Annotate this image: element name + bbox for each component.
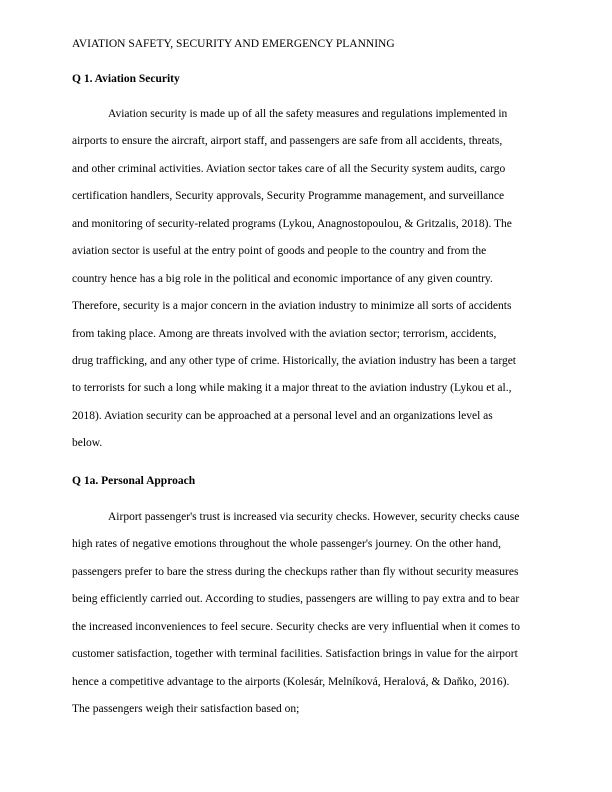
running-head: AVIATION SAFETY, SECURITY AND EMERGENCY PLANNING [72, 38, 395, 50]
paragraph-line: the increased inconveniences to feel secure. Security checks are very influential when it comes to [72, 620, 520, 633]
paragraph-line: customer satisfaction, together with terminal facilities. Satisfaction brings in value for the airport [72, 648, 518, 661]
paragraph-line: certification handlers, Security approvals, Security Programme management, and surveillance [72, 190, 505, 203]
paragraph-line: passengers prefer to bare the stress during the checkups rather than fly without security measures [72, 565, 519, 578]
paragraph-line: hence a competitive advantage to the airports (Kolesár, Melníková, Heralová, & Daňko, 2016). [72, 675, 510, 688]
section-heading-aviation-security: Q 1. Aviation Security [72, 73, 180, 85]
section-heading-personal-approach: Q 1a. Personal Approach [72, 475, 196, 487]
paragraph-line: being efficiently carried out. According to studies, passengers are willing to pay extra and to bear [72, 593, 520, 606]
paragraph-line: from taking place. Among are threats involved with the aviation sector; terrorism, accidents, [72, 327, 497, 340]
paragraph-line: and monitoring of security-related programs (Lykou, Anagnostopoulou, & Gritzalis, 2018). The [72, 217, 512, 230]
paragraph-aviation-security [72, 101, 540, 458]
paragraph-line: Therefore, security is a major concern in the aviation industry to minimize all sorts of accidents [72, 300, 512, 313]
paragraph-line: 2018). Aviation security can be approached at a personal level and an organizations level as [72, 409, 493, 422]
paragraph-line: and other criminal activities. Aviation sector takes care of all the Security system audits, cargo [72, 162, 506, 175]
paragraph-line: to terrorists for such a long while making it a major threat to the aviation industry (Lykou et al., [72, 382, 512, 395]
paragraph-line: high rates of negative emotions throughout the whole passenger's journey. On the other hand, [72, 538, 501, 551]
paragraph-line: below. [72, 437, 103, 450]
paragraph-line: country hence has a big role in the political and economic importance of any given country. [72, 272, 493, 285]
paragraph-line: drug trafficking, and any other type of crime. Historically, the aviation industry has been a target [72, 354, 516, 367]
paragraph-line: airports to ensure the aircraft, airport staff, and passengers are safe from all accidents, threats, [72, 135, 503, 148]
paragraph-personal-approach [72, 504, 540, 724]
paragraph-line: Airport passenger's trust is increased via security checks. However, security checks cause [108, 511, 520, 523]
paragraph-line: aviation sector is useful at the entry point of goods and people to the country and from the [72, 245, 487, 258]
paragraph-line: Aviation security is made up of all the safety measures and regulations implemented in [108, 108, 508, 120]
paragraph-line: The passengers weigh their satisfaction based on; [72, 703, 300, 716]
